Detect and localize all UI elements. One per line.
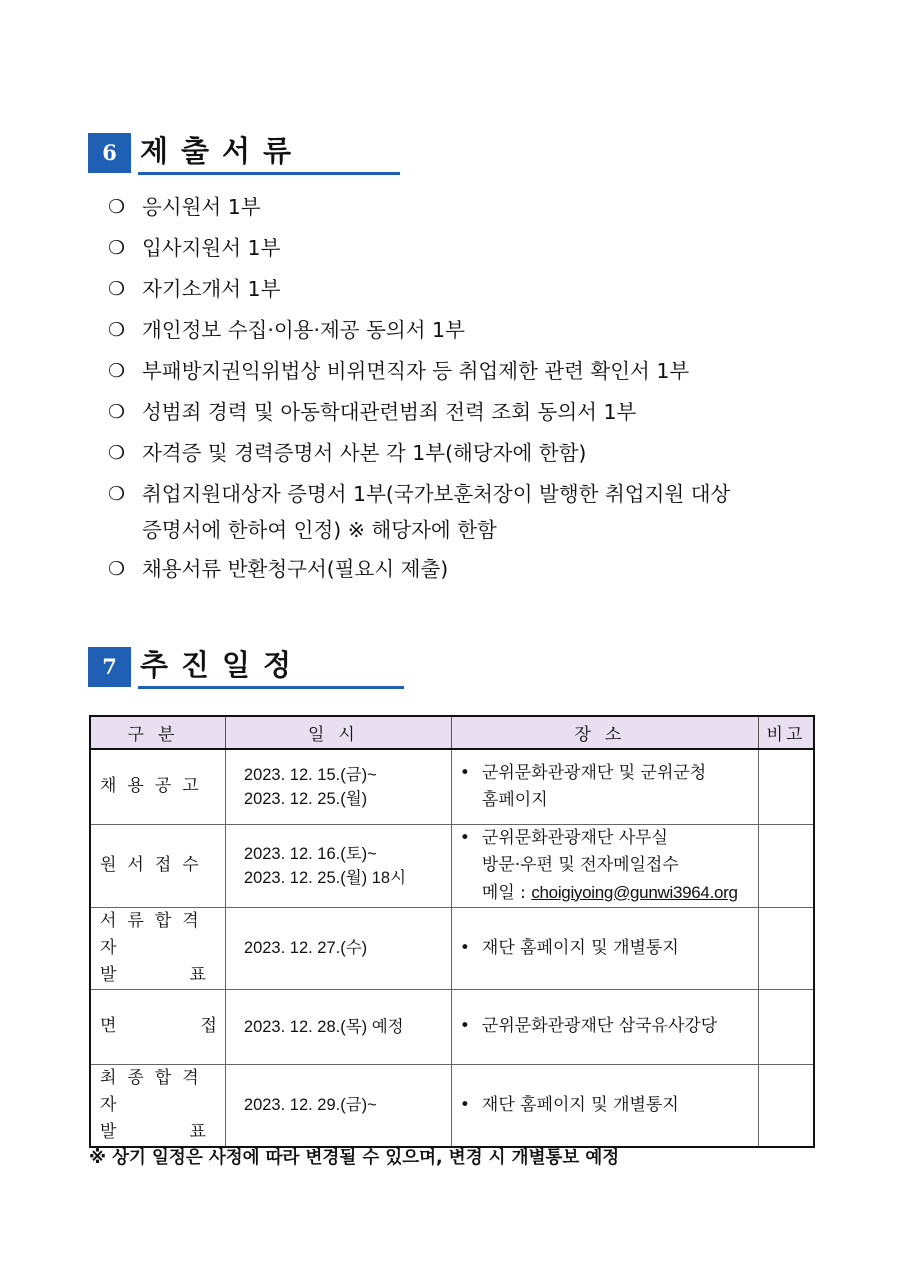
list-item-text: 개인정보 수집·이용·제공 동의서 1부 bbox=[142, 318, 465, 342]
stage-char: 면 bbox=[100, 1016, 117, 1036]
list-item-text: 채용서류 반환청구서(필요시 제출) bbox=[142, 557, 449, 581]
email-label: 메일 : bbox=[481, 882, 532, 903]
header-stage: 구분 bbox=[90, 716, 225, 749]
section-underline bbox=[138, 686, 404, 689]
table-row bbox=[90, 989, 814, 1064]
place-cell bbox=[451, 989, 758, 1064]
list-item-text: 응시원서 1부 bbox=[142, 195, 261, 219]
email-line bbox=[460, 879, 758, 907]
stage-cell bbox=[90, 1064, 225, 1147]
place-cell bbox=[451, 1064, 758, 1147]
date-line: 2023. 12. 28.(목) 예정 bbox=[243, 1017, 404, 1036]
table-row bbox=[90, 1064, 814, 1147]
stage-label-continued bbox=[100, 962, 225, 989]
circle-bullet-icon: ❍ bbox=[108, 237, 126, 259]
stage-cell bbox=[90, 824, 225, 907]
date-line: 2023. 12. 27.(수) bbox=[243, 939, 368, 957]
list-item-text: 자기소개서 1부 bbox=[142, 277, 281, 301]
stage-label: 서류합격자 bbox=[100, 910, 210, 958]
list-item-text: 부패방지권익위법상 비위면직자 등 취업제한 관련 확인서 1부 bbox=[142, 359, 690, 383]
date-line: 2023. 12. 29.(금)~ bbox=[243, 1096, 377, 1114]
stage-char: 발 bbox=[100, 964, 128, 985]
place-text: 재단 홈페이지 및 개별통지 bbox=[481, 937, 679, 958]
place-line-continued: 방문·우편 및 전자메일접수 bbox=[481, 854, 679, 875]
place-text: 군위문화관광재단 및 군위군청 bbox=[481, 762, 707, 783]
circle-bullet-icon: ❍ bbox=[108, 442, 126, 464]
email-link[interactable]: choigiyoing@gunwi3964.org bbox=[531, 882, 738, 902]
stage-char: 표 bbox=[189, 1121, 217, 1142]
circle-bullet-icon: ❍ bbox=[108, 319, 126, 341]
section-number-badge: 7 bbox=[88, 647, 131, 687]
place-text: 군위문화관광재단 사무실 bbox=[481, 827, 668, 848]
section-title: 제출서류 bbox=[140, 134, 305, 168]
stage-char: 접 bbox=[200, 1016, 217, 1036]
header-date: 일시 bbox=[225, 716, 451, 749]
place-line bbox=[460, 935, 758, 962]
stage-label bbox=[100, 1013, 225, 1040]
remarks-cell bbox=[758, 989, 814, 1064]
circle-bullet-icon: ❍ bbox=[108, 360, 126, 382]
remarks-cell bbox=[758, 907, 814, 989]
section-number-badge: 6 bbox=[88, 133, 131, 173]
date-cell bbox=[225, 989, 451, 1064]
stage-label-continued bbox=[100, 1119, 225, 1146]
list-item-text-continued: 증명서에 한하여 인정) ※ 해당자에 한함 bbox=[142, 518, 497, 542]
header-remarks: 비고 bbox=[758, 716, 814, 749]
list-item-text: 성범죄 경력 및 아동학대관련범죄 전력 조회 동의서 1부 bbox=[142, 400, 637, 424]
list-item bbox=[108, 269, 842, 310]
table-row bbox=[90, 749, 814, 824]
stage-cell bbox=[90, 907, 225, 989]
circle-bullet-icon: ❍ bbox=[108, 278, 126, 300]
circle-bullet-icon: ❍ bbox=[108, 196, 126, 218]
stage-char: 표 bbox=[189, 964, 217, 985]
date-cell bbox=[225, 907, 451, 989]
circle-bullet-icon: ❍ bbox=[108, 401, 126, 423]
header-place: 장소 bbox=[451, 716, 758, 749]
documents-list bbox=[108, 187, 842, 590]
section-title: 추진일정 bbox=[140, 648, 305, 682]
bullet-dot-icon: • bbox=[459, 1094, 470, 1115]
stage-label: 채용공고 bbox=[100, 776, 210, 797]
stage-label: 원서접수 bbox=[100, 855, 210, 875]
date-cell bbox=[225, 1064, 451, 1147]
place-text: 재단 홈페이지 및 개별통지 bbox=[481, 1094, 679, 1115]
date-cell bbox=[225, 824, 451, 907]
place-line bbox=[460, 1092, 758, 1119]
bullet-dot-icon: • bbox=[459, 827, 470, 848]
list-item-text: 취업지원대상자 증명서 1부(국가보훈처장이 발행한 취업지원 대상 bbox=[142, 482, 731, 506]
stage-label: 최종합격자 bbox=[100, 1067, 210, 1115]
list-item bbox=[108, 474, 842, 549]
place-cell bbox=[451, 749, 758, 824]
place-line bbox=[460, 1013, 758, 1040]
circle-bullet-icon: ❍ bbox=[108, 558, 126, 580]
table-row bbox=[90, 824, 814, 907]
place-cell bbox=[451, 907, 758, 989]
table-row bbox=[90, 907, 814, 989]
list-item-text: 입사지원서 1부 bbox=[142, 236, 281, 260]
date-line: 2023. 12. 16.(토)~ bbox=[243, 844, 377, 863]
list-item bbox=[108, 310, 842, 351]
schedule-table bbox=[89, 715, 815, 1148]
remarks-cell bbox=[758, 824, 814, 907]
list-item bbox=[108, 433, 842, 474]
place-line bbox=[460, 825, 758, 852]
place-line-continued: 홈페이지 bbox=[481, 789, 548, 810]
bullet-dot-icon: • bbox=[459, 937, 470, 958]
stage-cell bbox=[90, 749, 225, 824]
circle-bullet-icon: ❍ bbox=[108, 483, 126, 505]
list-item bbox=[108, 549, 842, 590]
place-line bbox=[460, 760, 758, 787]
bullet-dot-icon: • bbox=[459, 1016, 470, 1036]
list-item bbox=[108, 228, 842, 269]
stage-char: 발 bbox=[100, 1121, 128, 1142]
list-item bbox=[108, 187, 842, 228]
bullet-dot-icon: • bbox=[459, 762, 470, 783]
place-text: 군위문화관광재단 삼국유사강당 bbox=[481, 1016, 718, 1036]
place-cell bbox=[451, 824, 758, 907]
date-cell bbox=[225, 749, 451, 824]
date-line: 2023. 12. 25.(월) 18시 bbox=[243, 868, 407, 887]
date-line: 2023. 12. 25.(월) bbox=[243, 789, 368, 808]
remarks-cell bbox=[758, 749, 814, 824]
section-underline bbox=[138, 172, 400, 175]
list-item-text: 자격증 및 경력증명서 사본 각 1부(해당자에 한함) bbox=[142, 441, 587, 465]
list-item bbox=[108, 392, 842, 433]
remarks-cell bbox=[758, 1064, 814, 1147]
list-item bbox=[108, 351, 842, 392]
stage-cell bbox=[90, 989, 225, 1064]
date-line: 2023. 12. 15.(금)~ bbox=[243, 765, 377, 784]
schedule-footnote: ※ 상기 일정은 사정에 따라 변경될 수 있으며, 변경 시 개별통보 예정 bbox=[89, 1148, 620, 1168]
table-header-row bbox=[90, 716, 814, 749]
